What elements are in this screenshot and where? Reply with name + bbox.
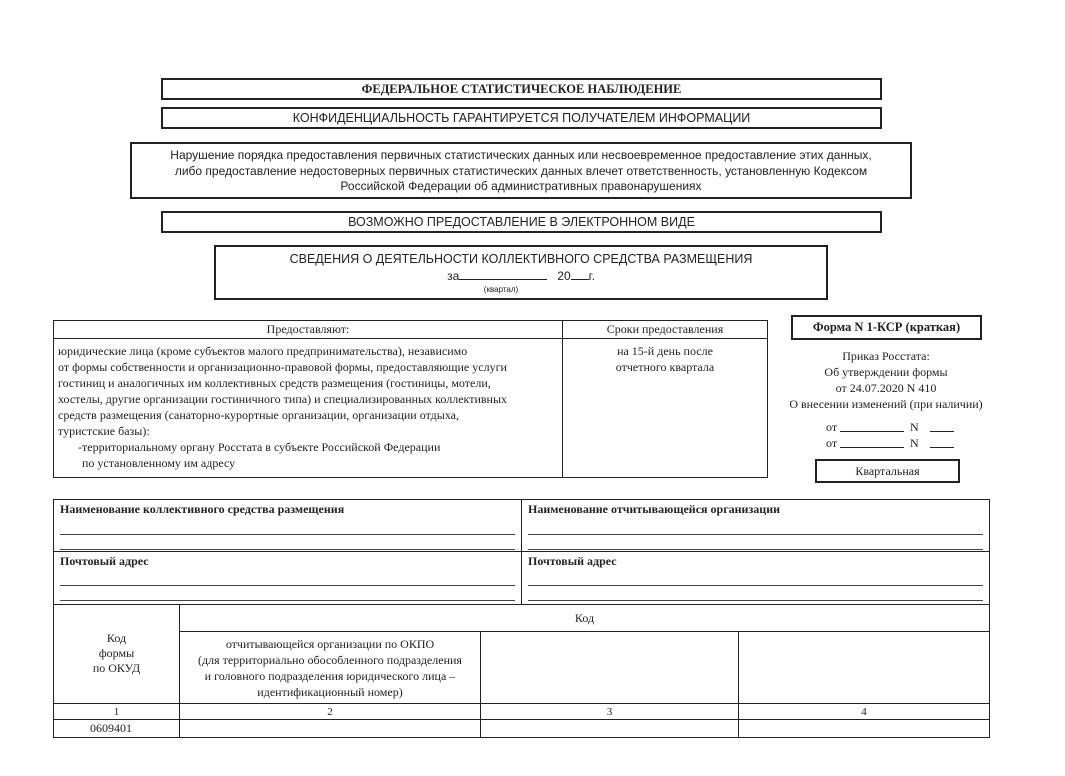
submitters-line: хостелы, другие организации гостиничного типа) и специализированных коллективных (58, 392, 508, 406)
amendment-date-field[interactable] (840, 419, 904, 432)
warning-line: либо предоставление недостоверных первичных статистических данных влечет ответственность, установленную Кодексом (174, 163, 868, 178)
approval-order (770, 348, 1002, 451)
quarter-field[interactable] (459, 267, 547, 280)
deadline-line: на 15-й день после (617, 344, 713, 358)
submitters-text (54, 339, 563, 478)
facility-name-cell[interactable] (54, 500, 522, 552)
amendment-row (770, 419, 1002, 435)
submitters-line: средств размещения (санаторно-курортные организации, организации отдыха, (58, 408, 459, 422)
submitters-line: туристские базы): (58, 424, 150, 438)
org-name-line[interactable] (528, 535, 983, 550)
facility-address-cell[interactable] (54, 552, 522, 605)
col-number: 2 (180, 704, 481, 720)
okpo-header (180, 632, 481, 704)
amendment-row (770, 435, 1002, 451)
report-period (216, 267, 826, 283)
deadline-header: Сроки предоставления (563, 321, 768, 339)
org-address-label: Почтовый адрес (528, 554, 617, 568)
warning-line: Нарушение порядка предоставления первичных статистических данных или несвоевременное предоставление этих данных, (170, 148, 872, 162)
org-address-cell[interactable] (522, 552, 990, 605)
periodicity-box: Квартальная (815, 459, 960, 483)
code-header: Код (180, 605, 990, 632)
form-name: Форма N 1-КСР (краткая) (791, 315, 982, 340)
code-col3-header (481, 632, 739, 704)
submitters-line: от формы собственности и организационно-правовой формы, предоставляющие услуги (58, 360, 507, 374)
order-line: Приказ Росстата: (842, 349, 930, 363)
amendment-n-label: N (910, 420, 919, 434)
org-name-cell[interactable] (522, 500, 990, 552)
okud-header (54, 605, 180, 704)
submitters-line: юридические лица (кроме субъектов малого предпринимательства), независимо (58, 344, 468, 358)
deadline-line: отчетного квартала (615, 360, 715, 374)
okpo-header-line: идентификационный номер) (257, 684, 403, 699)
order-line: от 24.07.2020 N 410 (835, 381, 937, 395)
facility-address-line[interactable] (60, 569, 515, 586)
submission-table (53, 320, 768, 478)
code-col4-header (739, 632, 990, 704)
deadline-text (563, 339, 768, 478)
order-line: О внесении изменений (при наличии) (789, 397, 983, 411)
amendment-number-field[interactable] (930, 435, 954, 448)
code-col4-value-cell[interactable] (739, 720, 990, 738)
okud-header-line: Код (106, 631, 127, 646)
warning-line: Российской Федерации об административных правонарушениях (340, 179, 702, 193)
amendment-ot-label: от (826, 436, 838, 450)
okud-value: 0609401 (54, 720, 180, 738)
facility-address-label: Почтовый адрес (60, 554, 149, 568)
okpo-header-line: и головного подразделения юридического лица – (204, 668, 456, 683)
col-number: 3 (481, 704, 739, 720)
quarter-caption: (квартал) (483, 285, 519, 294)
electronic-submission-header: ВОЗМОЖНО ПРЕДОСТАВЛЕНИЕ В ЭЛЕКТРОННОМ ВИДЕ (161, 211, 882, 233)
facility-address-line[interactable] (60, 586, 515, 601)
submitters-line: гостиниц и аналогичных им коллективных средств размещения (гостиницы, мотели, (58, 376, 491, 390)
code-col3-value-cell[interactable] (481, 720, 739, 738)
report-title: СВЕДЕНИЯ О ДЕЯТЕЛЬНОСТИ КОЛЛЕКТИВНОГО СРЕДСТВА РАЗМЕЩЕНИЯ (289, 252, 753, 266)
col-number: 1 (54, 704, 180, 720)
identity-table (53, 499, 990, 605)
facility-name-line[interactable] (60, 535, 515, 550)
okpo-header-line: отчитывающейся организации по ОКПО (225, 636, 435, 651)
facility-name-label: Наименование коллективного средства размещения (60, 502, 345, 516)
org-address-line[interactable] (528, 569, 983, 586)
amendment-ot-label: от (826, 420, 838, 434)
liability-warning (130, 142, 912, 199)
amendment-n-label: N (910, 436, 919, 450)
year-field[interactable] (571, 267, 589, 280)
confidentiality-header: КОНФИДЕНЦИАЛЬНОСТЬ ГАРАНТИРУЕТСЯ ПОЛУЧАТЕЛЕМ ИНФОРМАЦИИ (161, 107, 882, 129)
amendment-number-field[interactable] (930, 419, 954, 432)
submitters-line: -территориальному органу Росстата в субъекте Российской Федерации (78, 440, 441, 454)
codes-table (53, 604, 990, 738)
okud-header-line: по ОКУД (92, 661, 141, 676)
order-line: Об утверждении формы (824, 365, 948, 379)
okud-header-line: формы (98, 646, 135, 661)
org-name-label: Наименование отчитывающейся организации (528, 502, 781, 516)
period-za-label: за (447, 269, 460, 283)
facility-name-line[interactable] (60, 517, 515, 535)
year-prefix: 20 (557, 269, 571, 283)
amendment-date-field[interactable] (840, 435, 904, 448)
okpo-value-cell[interactable] (180, 720, 481, 738)
org-address-line[interactable] (528, 586, 983, 601)
federal-observation-header: ФЕДЕРАЛЬНОЕ СТАТИСТИЧЕСКОЕ НАБЛЮДЕНИЕ (161, 78, 882, 100)
col-number: 4 (739, 704, 990, 720)
submitters-line: по установленному им адресу (82, 456, 236, 470)
okpo-header-line: (для территориально обособленного подразделения (198, 652, 462, 667)
report-info-box (214, 245, 828, 300)
submitters-header: Предоставляют: (54, 321, 563, 339)
year-suffix: г. (588, 269, 595, 283)
org-name-line[interactable] (528, 517, 983, 535)
